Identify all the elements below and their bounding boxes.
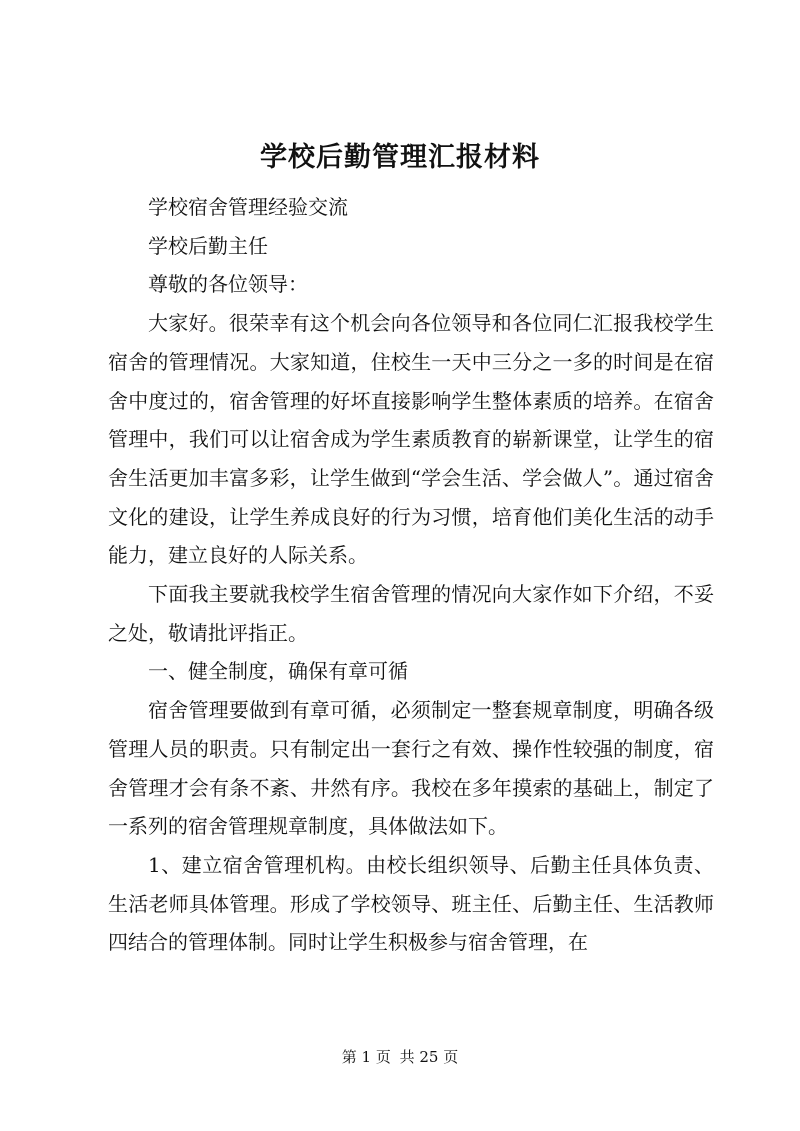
body-paragraph: 宿舍管理要做到有章可循，必须制定一整套规章制度，明确各级管理人员的职责。只有制定出一套行之有效、操作性较强的制度，宿舍管理才会有条不紊、井然有序。我校在多年摸索的基础上，制定了一系列的宿舍管理规章制度，具体做法如下。 <box>108 698 714 839</box>
page-footer <box>0 1047 800 1067</box>
body-paragraph: 下面我主要就我校学生宿舍管理的情况向大家作如下介绍，不妥之处，敬请批评指正。 <box>108 582 714 645</box>
body-paragraph: 大家好。很荣幸有这个机会向各位领导和各位同仁汇报我校学生宿舍的管理情况。大家知道，住校生一天中三分之一多的时间是在宿舍中度过的，宿舍管理的好坏直接影响学生整体素质的培养。在宿舍管理中，我们可以让宿舍成为学生素质教育的崭新课堂，让学生的宿舍生活更加丰富多彩，让学生做到“学会生活、学会做人”。通过宿舍文化的建设，让学生养成良好的行为习惯，培育他们美化生活的动手能力，建立良好的人际关系。 <box>108 311 714 568</box>
document-body <box>108 188 714 962</box>
body-paragraph: 1、建立宿舍管理机构。由校长组织领导、后勤主任具体负责、生活老师具体管理。形成了学校领导、班主任、后勤主任、生活教师四结合的管理体制。同时让学生积极参与宿舍管理，在 <box>108 852 714 955</box>
subtitle-paragraph: 学校宿舍管理经验交流 <box>148 195 348 219</box>
section-heading: 一、健全制度，确保有章可循 <box>148 659 408 684</box>
page-total: 共 25 页 <box>399 1048 459 1066</box>
author-paragraph: 学校后勤主任 <box>148 233 268 258</box>
page-number: 第 1 页 <box>341 1048 391 1066</box>
salutation-paragraph: 尊敬的各位领导： <box>148 272 308 297</box>
document-title: 学校后勤管理汇报材料 <box>260 142 540 173</box>
